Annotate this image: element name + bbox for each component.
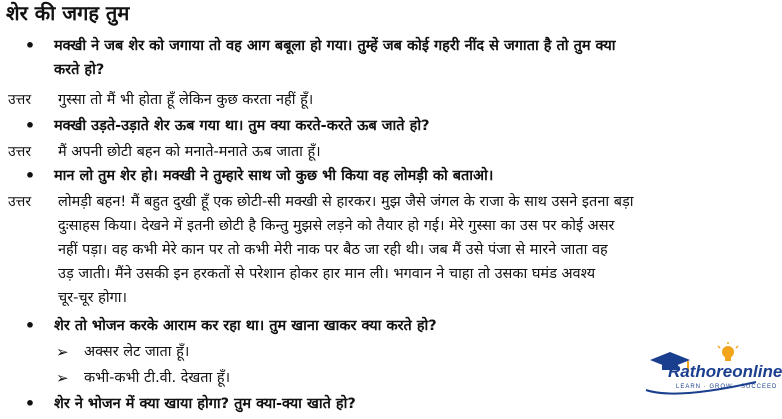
question-1-line-2: करते हो?	[54, 62, 105, 78]
answer-4-item-1-text: अक्सर लेट जाता हूँ।	[84, 344, 190, 360]
logo-text: Rathoreonline	[668, 362, 782, 381]
arrow-icon: ➢	[56, 369, 69, 387]
logo-tagline: LEARN · GROW · SUCCEED	[676, 384, 778, 390]
page-title: शेर की जगह तुम	[6, 1, 130, 25]
answer-3-line-4: उड़ जाती। मैंने उसकी इन हरकतों से परेशान होकर हार मान ली। भगवान ने चाहा तो उसका घमंड अवश्य	[58, 266, 596, 282]
question-1-line-1: मक्खी ने जब शेर को जगाया तो वह आग बबूला हो गया। तुम्हें जब कोई गहरी नींद से जगाता है तो तुम क्या	[54, 38, 616, 54]
bullet-icon: •	[24, 394, 36, 413]
answer-1-text: गुस्सा तो मैं भी होता हूँ लेकिन कुछ करता नहीं हूँ।	[58, 92, 314, 108]
bullet-icon: •	[24, 166, 36, 185]
bullet-icon: •	[24, 36, 36, 55]
bullet-icon: •	[24, 316, 36, 335]
answer-3-text	[58, 190, 758, 310]
answer-2-text: मैं अपनी छोटी बहन को मनाते-मनाते ऊब जाता हूँ।	[58, 144, 321, 160]
question-4-text: शेर तो भोजन करके आराम कर रहा था। तुम खाना खाकर क्या करते हो?	[54, 318, 437, 334]
answer-3-line-3: नहीं पड़ा। वह कभी मेरे कान पर तो कभी मेरी नाक पर बैठ जा रही थी। जब मैं उसे पंजा से मारने जाता वह	[58, 242, 608, 258]
answer-4-item-2-text: कभी-कभी टी.वी. देखता हूँ।	[84, 370, 231, 386]
answer-label: उत्तर	[8, 194, 32, 210]
question-3-text: मान लो तुम शेर हो। मक्खी ने तुम्हारे साथ जो कुछ भी किया वह लोमड़ी को बताओ।	[54, 168, 494, 184]
answer-3-line-5: चूर-चूर होगा।	[58, 290, 127, 306]
arrow-icon: ➢	[56, 343, 69, 361]
question-5-text: शेर ने भोजन में क्या खाया होगा? तुम क्या-क्या खाते हो?	[54, 396, 356, 412]
bullet-icon: •	[24, 116, 36, 135]
answer-3-line-2: दुःसाहस किया। देखने में इतनी छोटी है किन्तु मुझसे लड़ने को तैयार हो गई। मेरे गुस्सा का उस पर कोई असर	[58, 218, 615, 234]
answer-label: उत्तर	[8, 144, 32, 160]
answer-3-line-1: लोमड़ी बहन! मैं बहुत दुखी हूँ एक छोटी-सी मक्खी से हारकर। मुझ जैसे जंगल के राजा के साथ उसने इतना बड़ा	[58, 194, 634, 210]
answer-label: उत्तर	[8, 92, 32, 108]
question-1-text	[54, 34, 754, 82]
question-2-text: मक्खी उड़ते-उड़ाते शेर ऊब गया था। तुम क्या करते-करते ऊब जाते हो?	[54, 118, 430, 134]
